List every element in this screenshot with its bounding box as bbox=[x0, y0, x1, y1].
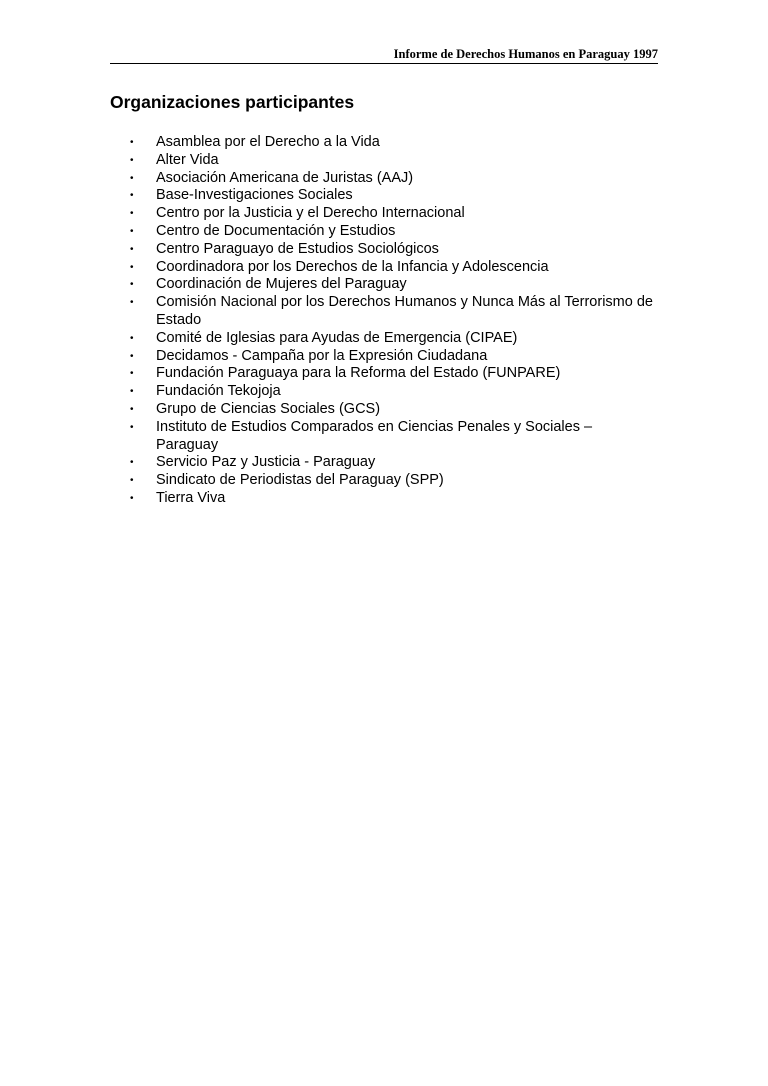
list-item bbox=[110, 276, 658, 294]
bullet-icon: • bbox=[130, 386, 134, 398]
organization-name: Centro Paraguayo de Estudios Sociológicos bbox=[156, 240, 439, 257]
list-item bbox=[110, 259, 658, 277]
organization-name: Fundación Tekojoja bbox=[156, 383, 281, 400]
bullet-icon: • bbox=[130, 421, 134, 433]
list-item bbox=[110, 454, 658, 472]
list-item bbox=[110, 152, 658, 170]
bullet-icon: • bbox=[130, 350, 134, 362]
bullet-icon: • bbox=[130, 190, 134, 202]
list-item bbox=[110, 187, 658, 205]
bullet-icon: • bbox=[130, 261, 134, 273]
organization-name: Asamblea por el Derecho a la Vida bbox=[156, 134, 380, 150]
list-item bbox=[110, 170, 658, 188]
organization-name: Servicio Paz y Justicia - Paraguay bbox=[156, 454, 376, 471]
bullet-icon: • bbox=[130, 137, 134, 148]
list-item bbox=[110, 383, 658, 401]
organization-name: Grupo de Ciencias Sociales (GCS) bbox=[156, 400, 381, 417]
organization-name: Comité de Iglesias para Ayudas de Emergencia (CIPAE) bbox=[156, 329, 518, 346]
bullet-icon: • bbox=[130, 368, 134, 380]
list-item bbox=[110, 348, 658, 366]
bullet-icon: • bbox=[130, 243, 134, 255]
bullet-icon: • bbox=[130, 172, 134, 184]
organization-name: Comisión Nacional por los Derechos Humanos y Nunca Más al Terrorismo de Estado bbox=[156, 294, 653, 328]
organization-name: Coordinadora por los Derechos de la Infancia y Adolescencia bbox=[156, 258, 549, 275]
organization-name: Instituto de Estudios Comparados en Ciencias Penales y Sociales – Paraguay bbox=[156, 418, 593, 453]
organization-name: Base-Investigaciones Sociales bbox=[156, 187, 353, 204]
section-title: Organizaciones participantes bbox=[110, 92, 355, 112]
organization-name: Centro por la Justicia y el Derecho Internacional bbox=[156, 205, 465, 222]
bullet-icon: • bbox=[130, 475, 134, 487]
organization-name: Tierra Viva bbox=[156, 489, 226, 506]
bullet-icon: • bbox=[130, 492, 134, 504]
list-item bbox=[110, 223, 658, 241]
list-item bbox=[110, 472, 658, 490]
bullet-icon: • bbox=[130, 208, 134, 220]
organization-name: Alter Vida bbox=[156, 151, 219, 168]
bullet-icon: • bbox=[130, 279, 134, 291]
organization-name: Asociación Americana de Juristas (AAJ) bbox=[156, 169, 414, 186]
organization-name: Sindicato de Periodistas del Paraguay (SPP) bbox=[156, 472, 444, 489]
list-item bbox=[110, 294, 658, 330]
header-title: Informe de Derechos Humanos en Paraguay 1997 bbox=[393, 47, 658, 61]
bullet-icon: • bbox=[130, 225, 134, 237]
bullet-icon: • bbox=[130, 403, 134, 415]
bullet-icon: • bbox=[130, 297, 134, 309]
organization-name: Decidamos - Campaña por la Expresión Ciudadana bbox=[156, 347, 488, 364]
list-item bbox=[110, 419, 658, 455]
list-item bbox=[110, 241, 658, 259]
list-item bbox=[110, 401, 658, 419]
bullet-icon: • bbox=[130, 154, 134, 166]
bullet-icon: • bbox=[130, 457, 134, 469]
organization-name: Coordinación de Mujeres del Paraguay bbox=[156, 276, 407, 293]
list-item bbox=[110, 134, 658, 152]
list-item bbox=[110, 490, 658, 508]
organization-name: Fundación Paraguaya para la Reforma del Estado (FUNPARE) bbox=[156, 365, 561, 382]
list-item bbox=[110, 365, 658, 383]
list-item bbox=[110, 330, 658, 348]
list-item bbox=[110, 205, 658, 223]
page-header bbox=[110, 47, 658, 64]
organization-list bbox=[110, 134, 658, 508]
organization-name: Centro de Documentación y Estudios bbox=[156, 222, 396, 239]
bullet-icon: • bbox=[130, 332, 134, 344]
